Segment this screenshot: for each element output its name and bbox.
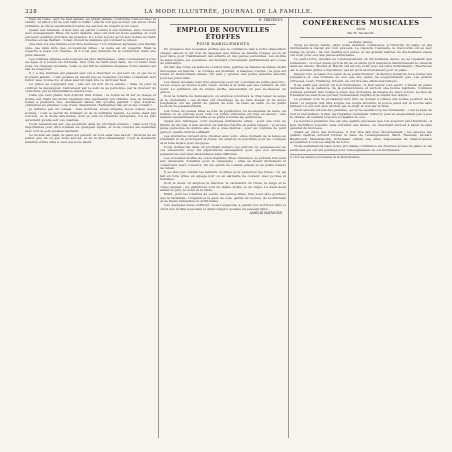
paragraph: Nous reviendrons sur ces questions dans un prochain numéro ; elles sont trop importantes pour être traitées en quelques lignes, et nous voulons les examiner avec tout le soin qu'elles méritent. — [25, 121, 156, 133]
paragraph: Quant aux femmes, il faut leur en parler comme à des femmes, avec douceur, avec ménagement. Elles ont leurs défauts, elles ont surtout leurs qualités, et c'est par leurs qualités qu'il faut les prendre. Il y a des leçons qu'on leur donne en riant, d'autres en les flattant ; il faut choisir la manière qui convient le mieux. — [25, 27, 156, 43]
column-divider — [158, 18, 159, 438]
page-number: 328 — [25, 9, 38, 15]
paragraph: Pour le deuil, on emploie le mérinos, le cachemire de l'Inde, la serge et le crêpe anglais ; les garnitures sont de même étoffe ou de crêpe. Le demi-deuil admet le gris, le violet et le blanc. — [160, 181, 286, 193]
divider — [170, 24, 276, 25]
column-middle — [160, 18, 286, 440]
paragraph: Le piano-forte, inventé au commencement du dix-huitième siècle, ne se répandit que lentement ; ce n'est guère qu'à la fin de ce siècle qu'il remplaça définitivement le clavecin dans les salons. Mozart et Haydn ont encore écrit pour les deux instruments ; Beethoven est le premier grand compositeur qui ait écrit exclusivement pour le piano. — [290, 57, 432, 72]
footnote: (1) Voir les numéros précédents de la Mode Illustrée. — [290, 154, 432, 159]
paragraph: Les tissus écossais sont très employés pour les costumes de petits garçons ; on les coupe en blouse à plis creux, serrée à la taille par une ceinture de cuir verni. Le pantalon est de même étoffe, descendant un peu au-dessous du genou. — [160, 79, 286, 95]
paragraph: Nous examinerons dans notre prochaine conférence les diverses écoles de piano et les méthodes qui ont été publiées pour l'enseignement de cet instrument. — [290, 144, 432, 152]
paragraph: En présence des nouvelles étoffes que le commerce met à notre disposition chaque saison, il est bon de rappeler aux mères de famille l'usage qu'on en peut faire pour l'habillement des enfants et des jeunes personnes. Les étoffes de laine légère, les popelines, les mohairs conviennent parfaitement aux robes de printemps. — [160, 47, 286, 66]
paragraph: Enfin, pour les toilettes de soirée des jeunes filles, rien n'est plus gracieux que la tarlatane, l'organdi et la gaze de soie, garnis de ruches, de bouillonnés et de fleurs naturelles ou artificielles. — [160, 192, 286, 204]
paragraph: Les toilettes simples sont toujours les plus distinguées ; elles conviennent à tous les âges et à toutes les fortunes. Une robe de laine bien faite, un col blanc bien posé, un chapeau modeste, voilà ce qui fait la véritable élégance d'une femme qui sait se respecter. — [25, 56, 156, 72]
paragraph: La lecture à première vue est une qualité précieuse que l'on acquiert par l'habitude ; il faut déchiffrer souvent, sans s'arrêter aux fautes, en cherchant surtout à saisir le sens général du morceau. — [290, 119, 432, 130]
paragraph: Quant aux métrages, voici quelques indications utiles : pour une robe de fillette de dix ans, il faut environ six mètres d'étoffe en petite largeur ; pour une jeune personne de quinze ans, dix à onze mètres ; pour un costume de petit garçon, quatre mètres suffisent. — [160, 119, 286, 134]
column-divider — [288, 18, 289, 438]
paragraph: Pour la toilette de demi-saison, on emploie volontiers le drap léger, la serge et le cachemire ; ces étoffes ont l'avantage de se bien draper et de durer longtemps. On les garnit de galons de soie, de biais de satin ou de petits boutons de passementerie. — [160, 94, 286, 109]
column-left — [25, 18, 156, 440]
article-title: CONFÉRENCES MUSICALES — [302, 19, 420, 27]
section-heading: Le Piano (suite). — [348, 40, 374, 44]
article-subtitle: POUR HABILLEMENTS — [196, 41, 250, 47]
paragraph: Ces quelques notes suffiront, nous l'espérons, à guider nos lectrices dans le choix des étoffes nouvelles et dans l'emploi qu'elles en peuvent faire. — [160, 203, 286, 211]
paragraph: Que faut-il à une femme pour être heureuse ? Un intérieur agréable, une famille unie, des amis sûrs, des occupations utiles ; le reste est du superflu. Mais le superflu a aussi son charme, et il n'est pas défendu de le rechercher dans une juste mesure. — [25, 42, 156, 57]
paragraph: Depuis lors, le piano n'a cessé de se perfectionner ; la facture moderne lui a donné une puissance et une richesse de son que nos pères ne soupçonnaient pas. Les grands virtuoses, Liszt, Thalberg, Chopin, en ont tiré des effets merveilleux. — [290, 71, 432, 83]
paragraph: Vient ensuite l'étude des gammes, qu'on ne saurait trop recommander ; c'est la base de tout le mécanisme. Il faut les travailler lentement d'abord, puis en augmentant peu à peu la vitesse, en veillant toujours à l'égalité du son. — [290, 108, 432, 120]
paragraph: Il ne suffit pas d'avoir un bon instrument ; il faut savoir s'en servir. L'étude du piano demande de la patience, de la persévérance et surtout une bonne méthode. Combien d'élèves perdent leur temps à jouer des morceaux au-dessus de leurs forces, au lieu de travailler les exercices qui leur donneraient l'agilité et la sûreté des doigts ! — [290, 82, 432, 98]
running-title: LA MODE ILLUSTRÉE, JOURNAL DE LA FAMILLE. — [144, 9, 313, 15]
paragraph: Celle qui veut plaire doit d'abord être bonne ; la bonté se lit sur le visage et donne aux traits les moins réguliers une expression qui charme. Que de femmes, belles à première vue, deviennent laides dès qu'elles parlent ! Que d'autres, ordinaires au premier coup d'œil, deviennent charmantes dès qu'on les connaît ! — [25, 93, 156, 108]
running-header — [25, 8, 432, 18]
paragraph: Les doublures doivent être choisies avec soin : elles donnent de la tenue au vêtement et en prolongent la durée. On emploie la percaline pour les corsages et la toile légère pour les jupes. — [160, 133, 286, 145]
column-right — [290, 18, 432, 440]
paragraph: La grâce ne s'apprend pas ; elle est un don de la nature ; mais on peut la cultiver, la développer, l'entretenir par le soin de sa personne, par la douceur du caractère, par la bienveillance envers tous. — [25, 82, 156, 94]
paragraph: bien du reste, qu'il ne faut jamais, au grand jamais, confondre l'amour avec la vanité ; et elle a tort de s'en tenir à l'effet ; elle ne voit pas le fond, qui est la chose véritable, la chose essentielle à toutes les œuvres de l'esprit et du cœur. — [25, 18, 156, 28]
divider — [300, 37, 422, 38]
paragraph: Le premier soin du professeur doit être de donner à l'élève une bonne position de la main ; le poignet doit être souple, les doigts arrondis, le pouce placé sur la touche sans raideur. Le son doit être produit par le doigt et non par le bras. — [290, 97, 432, 109]
article-signature: E. TREVENOT. — [259, 18, 283, 22]
paragraph: Je termine par un conseil : mes lectrices, soyez simples, soyez vraies, soyez bonnes ; c'est le secret du bonheur et de la véritable beauté. Le reste vient par surcroît, et la mode elle-même, dont je suis ici l'humble interprète, n'a de prix qu'autant qu'elle sert ces qualités. — [25, 107, 156, 122]
article-author: Par M. Weckerlin. — [347, 31, 375, 35]
paragraph: Nous en étions restés, dans notre dernière conférence, à l'histoire du piano et des instruments à clavier qui l'ont précédé. Le clavecin, l'épinette, le clavicorde ont eu leur temps de gloire ; ils ont charmé nos pères, et les grands maîtres du dix-huitième siècle ont écrit pour eux des pièces admirables. — [290, 43, 432, 58]
paragraph: Les nouvelles étoffes de coton imprimé, dites cretonnes, se prêtent très bien aux vêtements d'enfants pour la campagne ; elles se lavent facilement et conservent leurs couleurs. On les garnit de volants plissés et de petits nœuds de ruban. — [160, 155, 286, 171]
paragraph: Les robes de jeunes filles se font de préférence en mousseline de laine, en batiste ou en percale pour l'été. La forme princesse est très en faveur ; elle dessine agréablement la taille et se prête à toutes les garnitures. — [160, 108, 286, 120]
paragraph: Quant au choix des morceaux, il doit être fait avec discernement ; les œuvres des grands maîtres doivent former la base de l'enseignement. Bach, Haendel, Mozart, Beethoven, Mendelssohn, Schumann offrent une mine inépuisable de chefs-d'œuvre accessibles à tous les degrés de force. — [290, 130, 432, 145]
article-signature: AMÉLIE RAYMOND. — [249, 210, 283, 215]
conference-number: XXVII — [356, 27, 366, 31]
paragraph: Il ne faut pas oublier les tabliers, si utiles pour préserver les robes ; on les fait en toile grise, en alpaga noir ou en satinette de couleur, avec poches et bretelles. — [160, 170, 286, 182]
paragraph: Il y a des femmes qui passent leur vie à chercher ce qui leur va, et qui ne le trouvent jamais ; c'est qu'elles ne savent pas se regarder. Qu'elles consultent leur miroir avec bonne foi, et elles sauront bien vite ce qu'il leur faut. — [25, 71, 156, 83]
article-title: EMPLOI DE NOUVELLES ÉTOFFES — [176, 27, 270, 42]
paragraph: Nous donnerons dans un prochain numéro les patrons de quelques-uns de ces vêtements, avec les explications nécessaires pour que nos abonnées puissent les exécuter elles-mêmes sans difficulté. — [160, 144, 286, 156]
paragraph: Le monde est plein de gens qui parlent de tout sans rien savoir ; tâchons de ne parler que de ce que nous savons, et de le dire simplement. C'est la meilleure manière d'être utile à ceux qui nous lisent. — [25, 132, 156, 144]
paragraph: On fait des robes en laine de couleur unie, garnies de bandes de même étoffe découpées en festons ; le corsage est montant, à basques courtes ; la jupe est ronde et modérément ample. On peut y ajouter une petite pèlerine assortie pour les jours frais. — [160, 65, 286, 80]
